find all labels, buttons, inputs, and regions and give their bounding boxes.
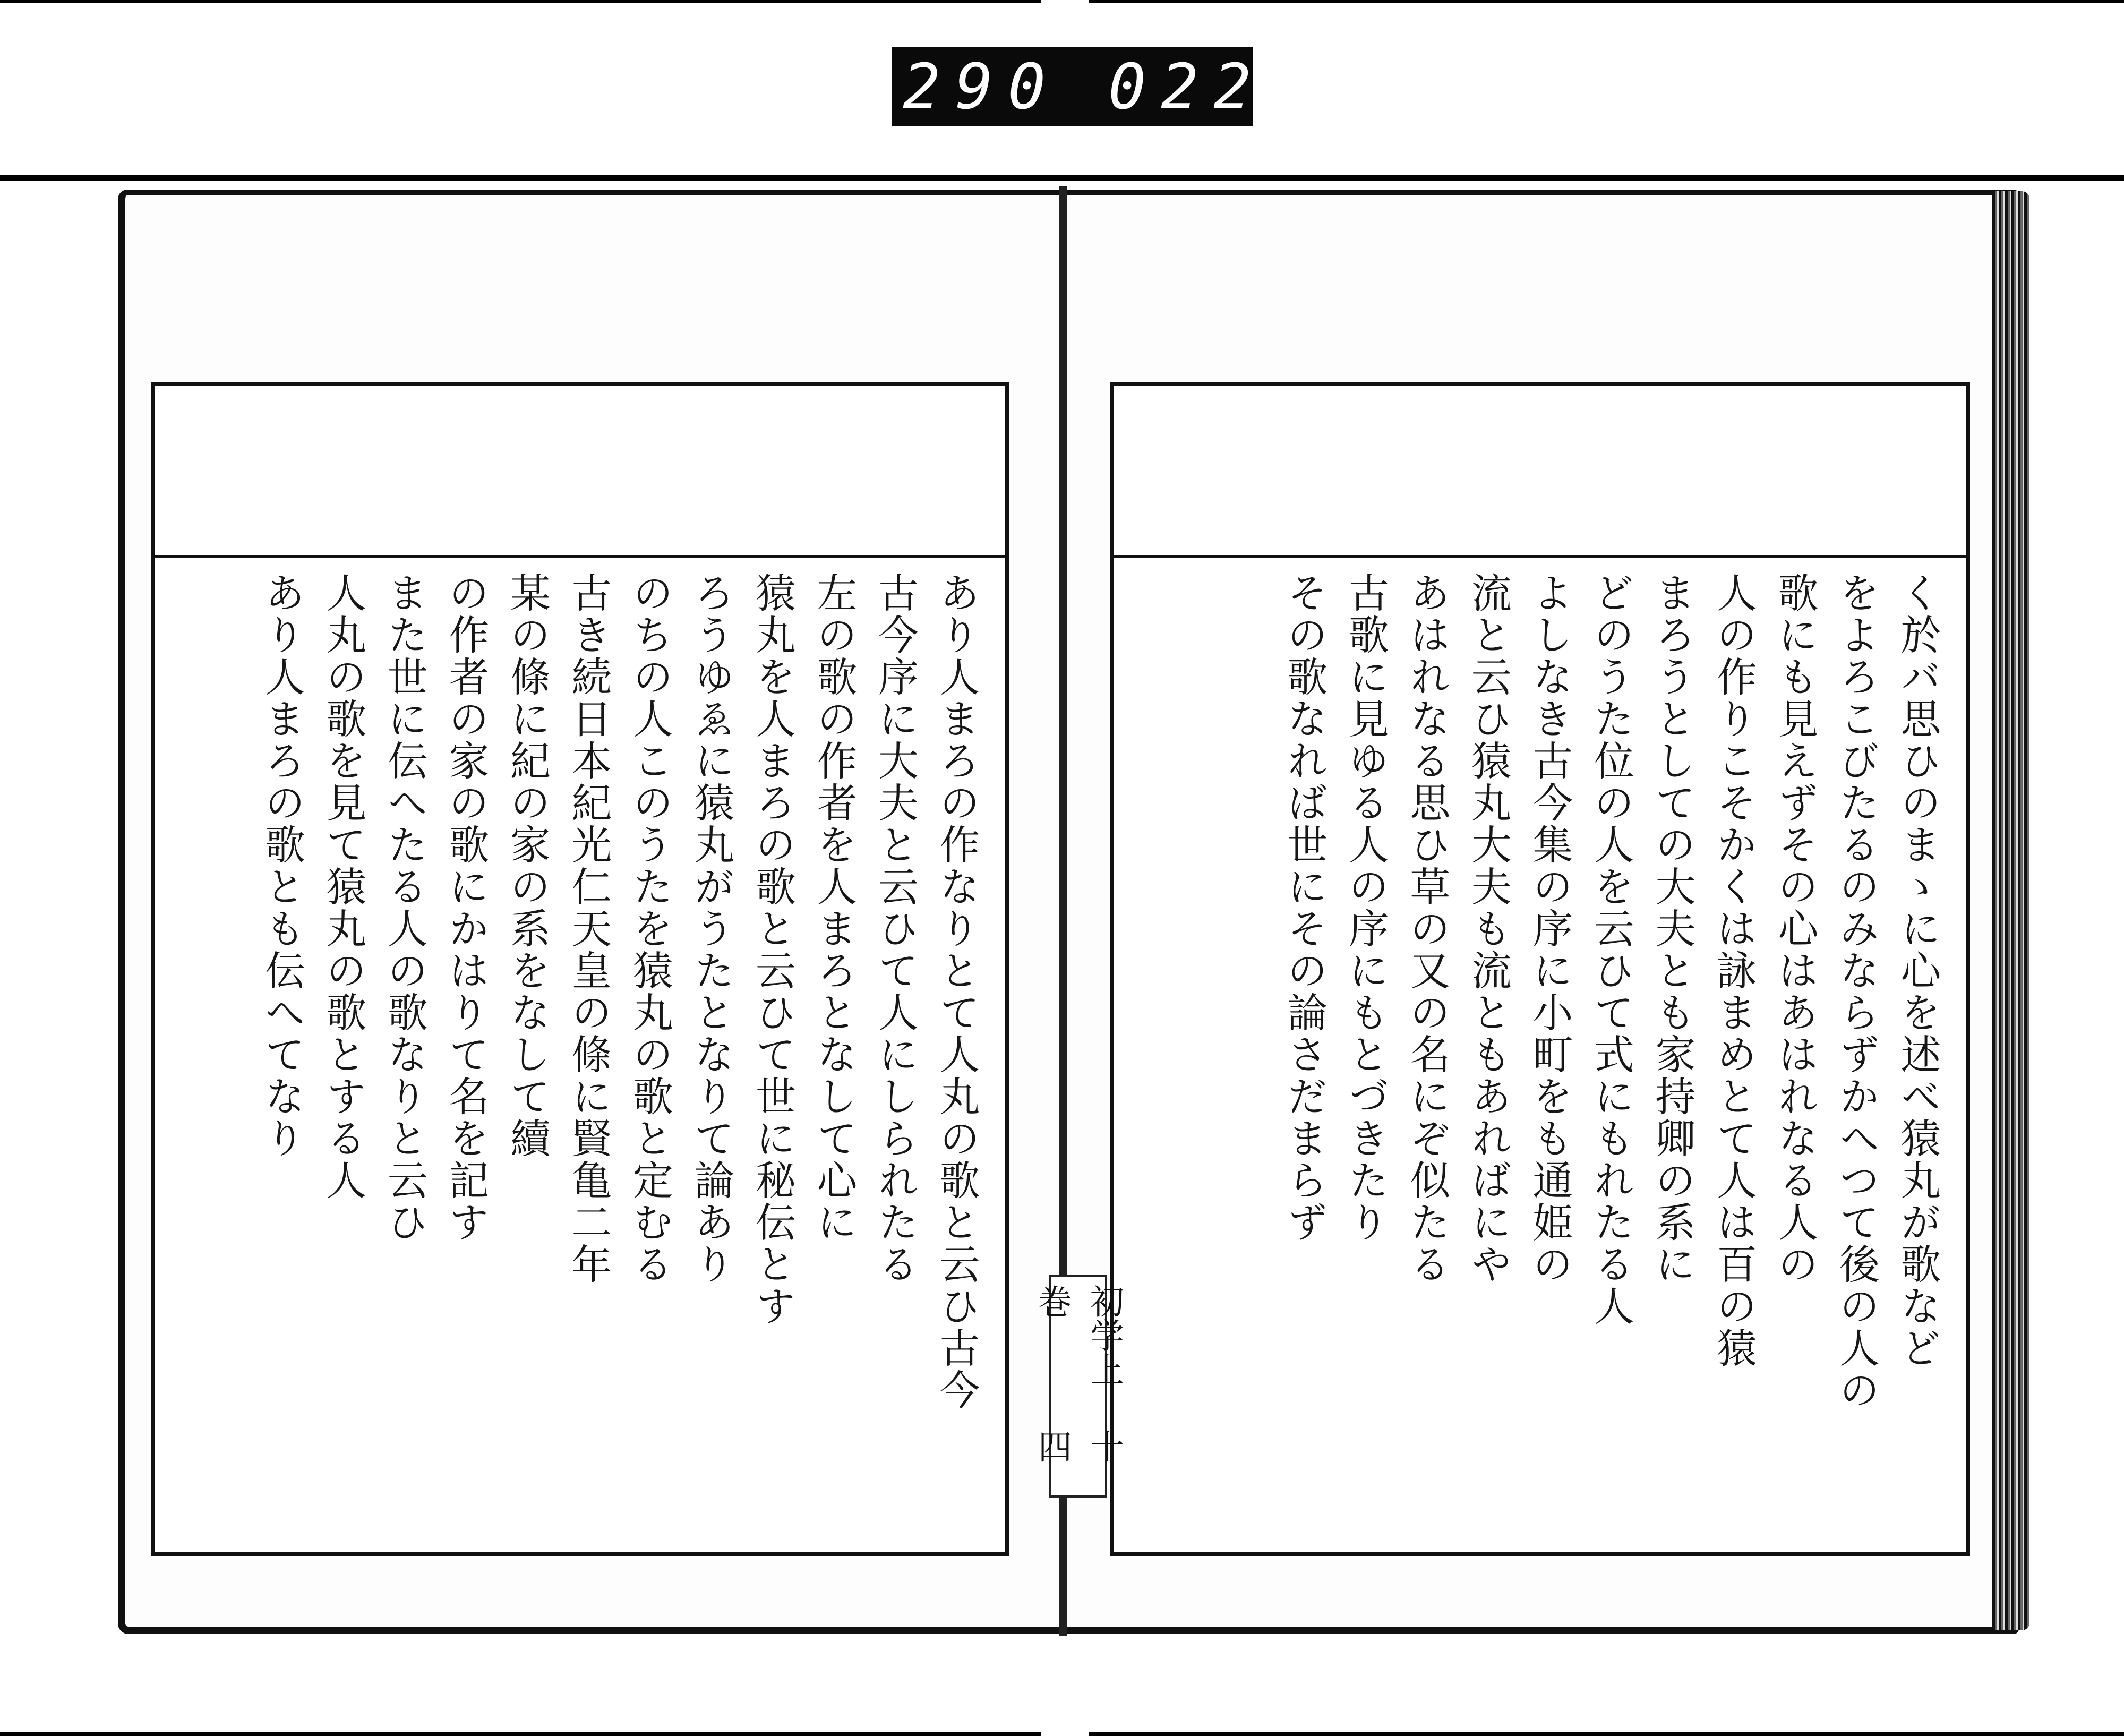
text-line: く於バ思ひのまゝに心を述べ猿丸が歌など <box>1894 572 1941 1369</box>
film-frame-count: 022. <box>1108 50 1319 123</box>
book-title: 初学上巻 <box>1032 1284 1124 1386</box>
right-page-header-rule <box>1114 555 1966 558</box>
text-line: 古き続日本紀光仁天皇の條に賢亀二年 <box>564 572 612 1285</box>
left-page-frame <box>151 382 1009 1556</box>
text-line: の作者の家の歌にかはりて名を記す <box>442 572 490 1243</box>
right-page-frame <box>1110 382 1970 1556</box>
text-line: 左の歌の作者を人まろとなして心に <box>810 572 858 1243</box>
upper-rule <box>0 175 2124 181</box>
text-line: その歌なれば世にその論さだまらず <box>1280 572 1328 1243</box>
text-line: よしなき古今集の序に小町をも通姫の <box>1526 572 1573 1285</box>
text-line: 古歌に見ゆる人の序にもとづきたり <box>1342 572 1390 1243</box>
gutter-title-label <box>1032 1275 1124 1498</box>
text-line: ろうゆゑに猿丸がうたとなりて論あり <box>687 572 735 1285</box>
right-page-text <box>1132 572 1948 1542</box>
bottom-rule-right <box>1089 1732 2124 1736</box>
top-rule-right <box>1089 0 2124 3</box>
text-line: あり人まろの歌とも伝へてなり <box>258 572 306 1159</box>
text-line: 猿丸を人まろの歌と云ひて世に秘伝とす <box>749 572 796 1327</box>
text-line: まろうとしての大夫とも家持卿の系に <box>1648 572 1696 1285</box>
film-reel-number: 290 <box>903 50 1061 123</box>
film-frame-number <box>892 47 1319 126</box>
text-line: 流と云ひ猿丸大夫も流ともあればにや <box>1464 572 1512 1285</box>
text-line: をよろこびたるのみならずかへつて後の人の <box>1832 572 1880 1411</box>
left-page-text <box>173 572 987 1542</box>
text-line: また世に伝へたる人の歌なりと云ひ <box>381 572 429 1243</box>
text-line: どのうた位の人を云ひて式にもれたる人 <box>1587 572 1635 1327</box>
text-line: 人丸の歌を見て猿丸の歌とする人 <box>319 572 367 1201</box>
text-line: あはれなる思ひ草の又の名にぞ似たる <box>1403 572 1451 1285</box>
left-page-header-rule <box>155 555 1005 558</box>
text-line: あり人まろの作なりとて人丸の歌と云ひ古今 <box>933 572 980 1411</box>
folio-number: 十四 <box>1032 1429 1124 1463</box>
text-line: 古今序に大夫と云ひて人にしられたる <box>871 572 919 1285</box>
text-line: 某の條に紀の家の系をなして續 <box>503 572 551 1159</box>
page-edges <box>1992 191 2029 1630</box>
bottom-rule-left <box>0 1732 1041 1736</box>
text-line: 人の作りこそかくは詠まめとて人は百の猿 <box>1710 572 1758 1369</box>
text-line: のちの人このうたを猿丸の歌と定むる <box>626 572 674 1285</box>
text-line: 歌にも見えずその心はあはれなる人の <box>1771 572 1819 1285</box>
top-rule-left <box>0 0 1041 3</box>
